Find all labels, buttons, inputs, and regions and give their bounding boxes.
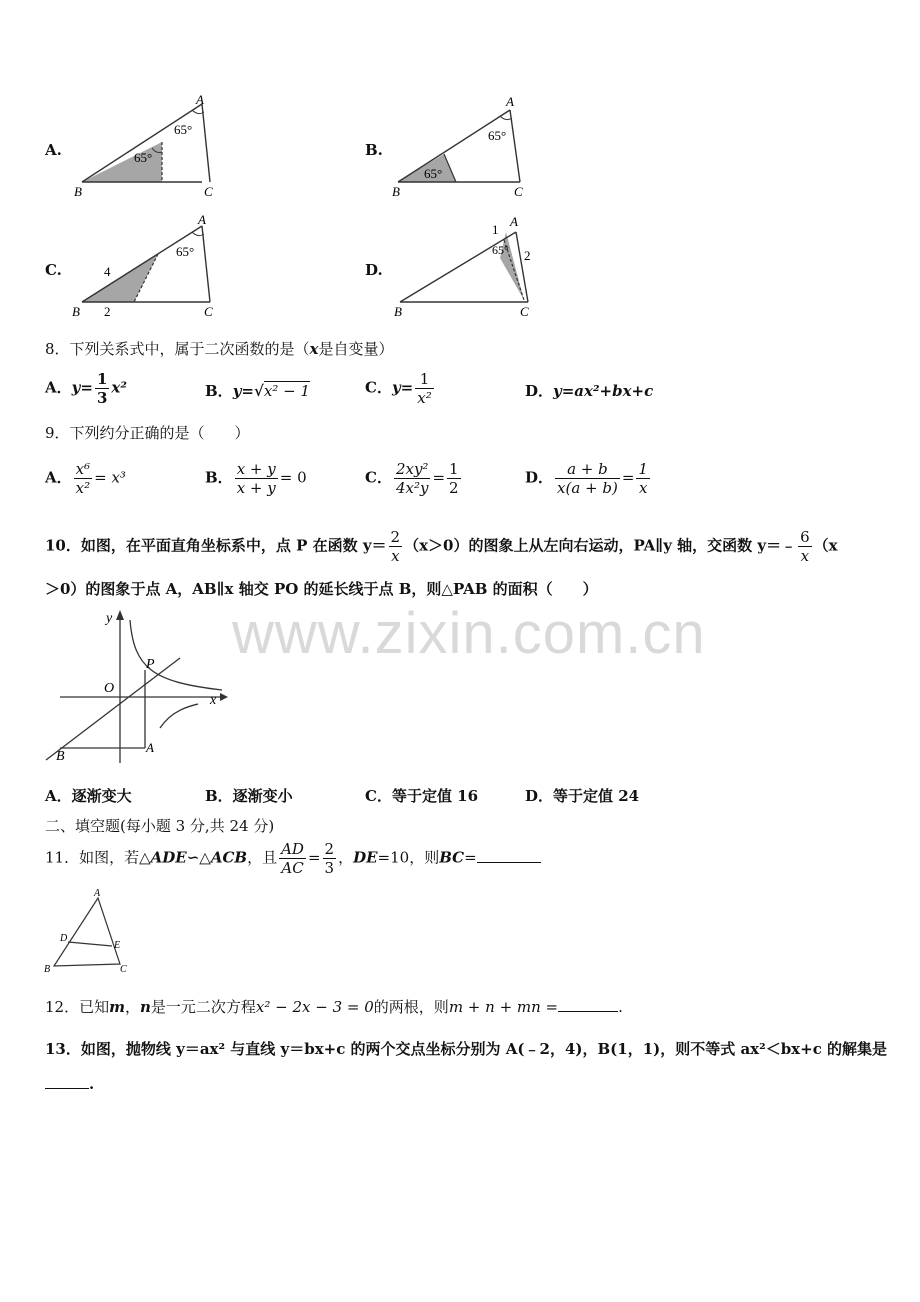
svg-text:65°: 65° [176, 244, 195, 259]
svg-text:B: B [392, 184, 400, 199]
q12-answer-blank [558, 997, 618, 1012]
watermark: www.zixin.com.cn [232, 601, 706, 666]
q8-stem: 8．下列关系式中，属于二次函数的是（x是自变量） [45, 340, 394, 358]
q13-answer-blank [45, 1074, 89, 1089]
svg-text:A: A [94, 888, 101, 899]
q8-option-d: D．y=ax²+bx+c [525, 382, 654, 400]
q8-option-b: B．y=√x² − 1 [205, 382, 310, 400]
svg-text:D: D [60, 933, 68, 944]
q7c-side-2: 2 [104, 304, 111, 319]
q7b-angle-a: 65° [488, 128, 507, 143]
svg-text:C: C [204, 184, 213, 199]
svg-text:A: A [506, 94, 514, 109]
q10-option-a: A．逐渐变大 [45, 787, 132, 805]
q7a-angle-d: 65° [134, 150, 153, 165]
svg-text:B: B [72, 304, 80, 319]
svg-text:A: A [196, 92, 204, 107]
q10-option-d: D．等于定值 24 [525, 787, 640, 805]
q8-option-a: A．y= $\frac{1}{3}$ x² [45, 370, 127, 407]
q7d-angle-2: 2 [524, 248, 531, 263]
q10-stem-line2: ＞0）的图象于点 A，AB∥x 轴交 PO 的延长线于点 B，则△PAB 的面积（ ） [45, 580, 598, 598]
q12-stem: 12．已知m，n是一元二次方程x² − 2x − 3 = 0的两根，则m + n + mn = . [45, 998, 623, 1016]
q11-answer-blank [477, 848, 541, 863]
q10-figure [42, 608, 232, 768]
q7-option-b-figure [388, 92, 548, 202]
svg-text:B: B [394, 304, 402, 319]
svg-text:C: C [204, 304, 213, 319]
q11-figure [42, 886, 142, 978]
q8-option-c: C．y= $\frac{1}{\text{x²}}$ [365, 370, 432, 407]
q7c-side-4: 4 [104, 264, 111, 279]
q7d-angle-1: 1 [492, 222, 499, 237]
svg-text:P: P [146, 657, 155, 672]
q7-option-a-label: A. [45, 141, 62, 159]
svg-text:A: A [146, 740, 154, 755]
q7-option-b-label: B. [365, 141, 383, 159]
q10-option-c: C．等于定值 16 [365, 787, 479, 805]
svg-text:y: y [106, 611, 113, 626]
svg-text:A: A [510, 214, 518, 229]
q9-option-d: D． $\frac{a + b}{x(a + b)}$ = $\frac{1}{x}$ [525, 460, 648, 497]
svg-text:B: B [74, 184, 82, 199]
svg-text:C: C [520, 304, 529, 319]
q13-stem: 13．如图，抛物线 y＝ax² 与直线 y＝bx+c 的两个交点坐标分别为 A(﹣2，4)，B(1，1)，则不等式 ax²＜bx+c 的解集是 [45, 1040, 888, 1058]
q7-option-c-label: C. [45, 261, 62, 279]
svg-text:C: C [120, 964, 127, 975]
svg-text:B: B [44, 964, 51, 975]
svg-text:65°: 65° [492, 243, 509, 257]
q7a-angle-a: 65° [174, 122, 193, 137]
q9-option-b: B． $\frac{x + y}{x + y}$ = 0 [205, 460, 307, 497]
q7-option-c-figure [70, 212, 230, 322]
q9-option-a: A． $\frac{\text{x⁶}}{\text{x²}}$ = x³ [45, 460, 126, 497]
q7b-angle-e: 65° [424, 166, 443, 181]
q13-answer: . [45, 1074, 94, 1093]
svg-text:x: x [210, 693, 217, 708]
svg-text:E: E [114, 940, 121, 951]
svg-text:B: B [56, 749, 65, 764]
svg-text:A: A [198, 212, 206, 227]
svg-text:C: C [514, 184, 523, 199]
q7-option-d-label: D. [365, 261, 383, 279]
q7-option-a-figure [70, 92, 230, 202]
q10-stem-line1: 10．如图，在平面直角坐标系中，点 P 在函数 y＝ $\frac{2}{x}$ （x＞0）的图象上从左向右运动，PA∥y 轴，交函数 y＝﹣ $\frac{6}{x}$ （x [45, 528, 838, 565]
q7-option-d-figure [388, 212, 548, 322]
svg-text:O: O [104, 681, 115, 696]
section-heading: 二、填空题(每小题 3 分,共 24 分) [45, 817, 275, 835]
q11-stem: 11．如图，若△ADE∽△ACB，且 $\frac{AD}{AC}$ = $\frac{2}{3}$ ，DE=10，则BC= [45, 840, 541, 877]
q9-stem: 9．下列约分正确的是（ ） [45, 424, 250, 442]
q9-option-c: C． $\frac{\text{2xy²}}{\text{4x²y}}$ = $\frac{1}{2}$ [365, 460, 459, 497]
q10-option-b: B．逐渐变小 [205, 787, 293, 805]
